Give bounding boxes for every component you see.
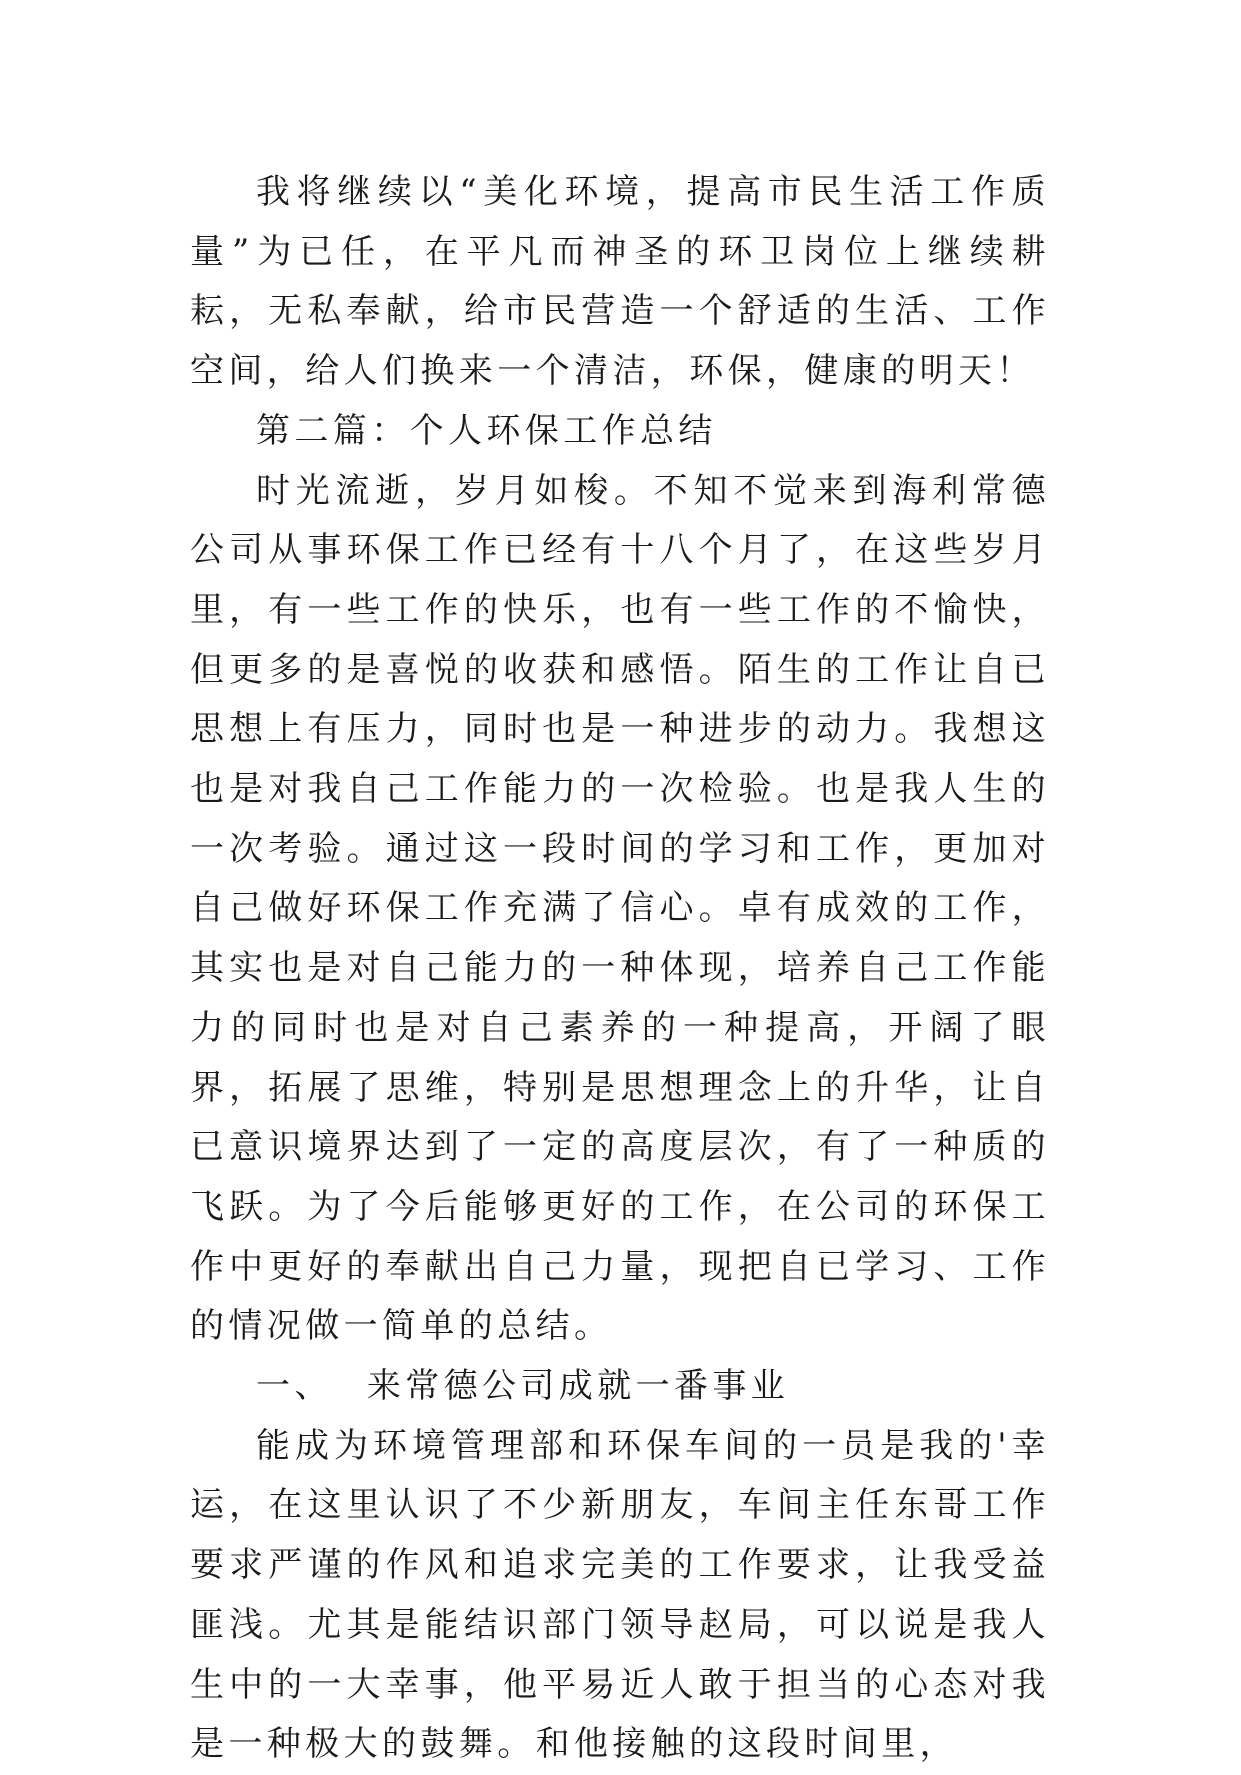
subheading-number: 一、: [256, 1366, 333, 1407]
subheading-text: 来常德公司成就一番事业: [366, 1366, 790, 1407]
document-body: [190, 163, 1050, 1775]
section-title: 第二篇：个人环保工作总结: [256, 410, 717, 451]
subheading: [190, 1357, 1050, 1417]
body-paragraph: 能成为环境管理部和环保车间的一员是我的'幸运，在这里认识了不少新朋友，车间主任东哥工作要求严谨的作风和追求完美的工作要求，让我受益匪浅。尤其是能结识部门领导赵局，可以说是我人生中的一大幸事，他平易近人敢于担当的心态对我是一种极大的鼓舞。和他接触的这段时间里，: [190, 1425, 1050, 1765]
intro-paragraph: 时光流逝，岁月如梭。不知不觉来到海利常德公司从事环保工作已经有十八个月了，在这些岁月里，有一些工作的快乐，也有一些工作的不愉快，但更多的是喜悦的收获和感悟。陌生的工作让自已思想上有压力，同时也是一种进步的动力。我想这也是对我自己工作能力的一次检验。也是我人生的一次考验。通过这一段时间的学习和工作，更加对自己做好环保工作充满了信心。卓有成效的工作，其实也是对自己能力的一种体现，培养自己工作能力的同时也是对自己素养的一种提高，开阔了眼界，拓展了思维，特别是思想理念上的升华，让自已意识境界达到了一定的高度层次，有了一种质的飞跃。为了今后能够更好的工作，在公司的环保工作中更好的奉献出自己力量，现把自已学习、工作的情况做一简单的总结。: [190, 470, 1050, 1347]
closing-paragraph: 我将继续以“美化环境，提高市民生活工作质量”为已任，在平凡而神圣的环卫岗位上继续耕耘，无私奉献，给市民营造一个舒适的生活、工作空间，给人们换来一个清洁，环保，健康的明天！: [190, 172, 1050, 392]
